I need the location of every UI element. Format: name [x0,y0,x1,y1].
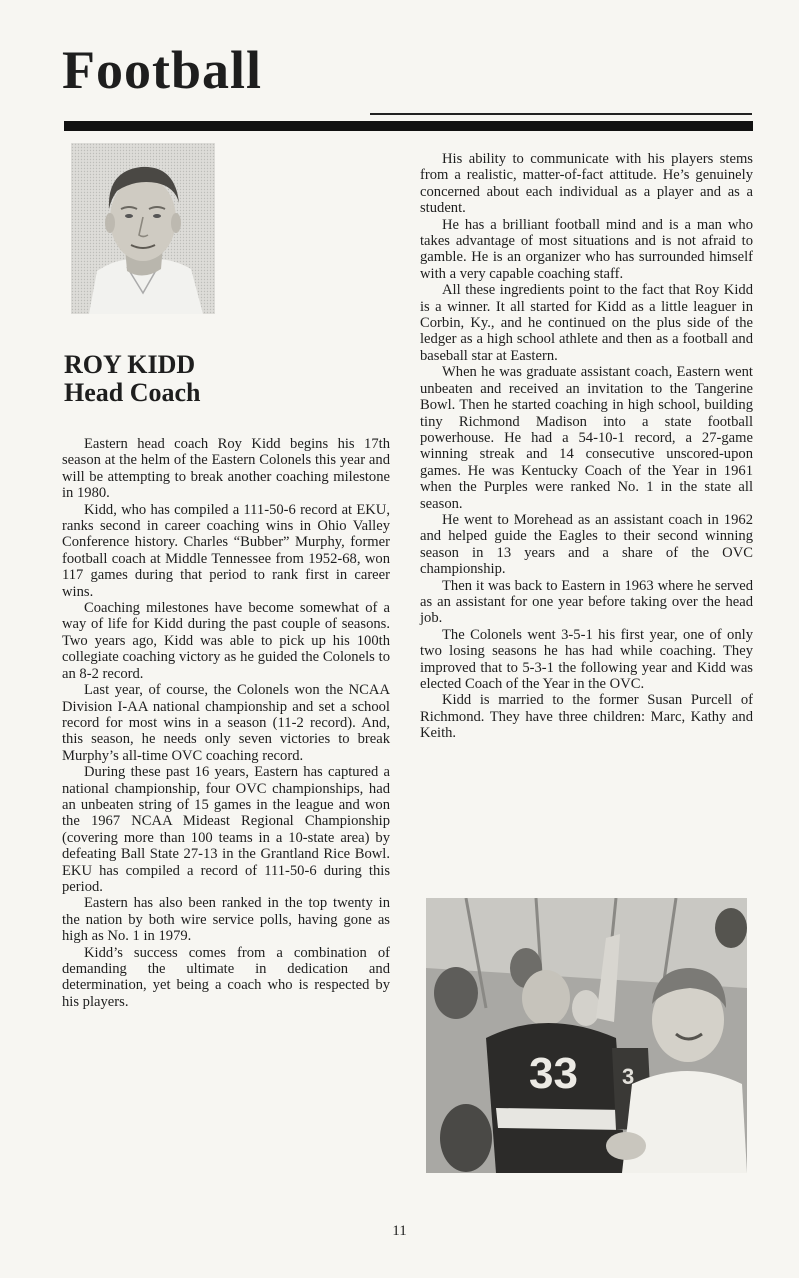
paragraph: Eastern has also been ranked in the top twenty in the nation by both wire service polls, having gone as high as No. 1 in 1979. [62,895,390,945]
celebration-photo [426,898,747,1173]
paragraph: Then it was back to Eastern in 1963 where he served as an assistant for one year before taking over the head job. [420,577,753,627]
paragraph: His ability to communicate with his players stems from a realistic, matter-of-fact attitude. He’s genuinely concerned about each individual as a player and as a student. [420,151,753,217]
right-column [420,151,753,742]
paragraph: Coaching milestones have become somewhat of a way of life for Kidd during the past couple of seasons. Two years ago, Kidd was able to pick up his 100th collegiate coaching victory as he guided the Colonels to an 8-2 record. [62,600,390,682]
jersey-number-partial: 3 [622,1064,635,1089]
coach-title: Head Coach [64,378,201,407]
portrait-illustration [71,143,215,314]
portrait-photo [71,143,215,314]
paragraph: All these ingredients point to the fact that Roy Kidd is a winner. It all started for Kidd as a little leaguer in Corbin, Ky., and he continued on the plus side of the ledger as a high school athlete and then as a football and baseball star at Eastern. [420,282,753,364]
paragraph: Kidd is married to the former Susan Purcell of Richmond. They have three children: Marc, Kathy and Keith. [420,692,753,742]
thin-rule [370,113,752,115]
left-column [62,436,390,1010]
paragraph: When he was graduate assistant coach, Eastern went unbeaten and received an invitation to the Tangerine Bowl. Then he started coaching in high school, building tiny Richmond Madison into a state football powerhouse. He had a 54-10-1 record, a 27-game winning streak and 14 consecutive unscored-upon games. He was Kentucky Coach of the Year in 1961 when the Purples were ranked No. 1 in the state all season. [420,364,753,512]
paragraph: He has a brilliant football mind and is a man who takes advantage of most situations and is not afraid to gamble. He is an organizer who has surrounded himself with a very capable coaching staff. [420,216,753,282]
paragraph: Eastern head coach Roy Kidd begins his 17th season at the helm of the Eastern Colonels this year and will be attempting to break another coaching milestone in 1980. [62,436,390,502]
paragraph: Kidd, who has compiled a 111-50-6 record at EKU, ranks second in career coaching wins in Ohio Valley Conference history. Charles “Bubber” Murphy, former football coach at Middle Tennessee from 1952-68, won 117 games during that period to rank first in career wins. [62,501,390,600]
page-title: Football [62,40,263,100]
jersey-number: 33 [529,1049,578,1098]
celebration-illustration [426,898,747,1173]
paragraph: Kidd’s success comes from a combination of demanding the ultimate in dedication and determination, yet being a coach who is respected by his players. [62,944,390,1010]
paragraph: During these past 16 years, Eastern has captured a national championship, four OVC championships, had an unbeaten string of 15 games in the league and won the 1967 NCAA Mideast Regional Championship (covering more than 100 teams in a 10-state area) by defeating Ball State 27-13 in the Grantland Rice Bowl. EKU has compiled a record of 111-50-6 during this period. [62,764,390,895]
thick-rule [64,121,753,131]
page-number: 11 [392,1223,407,1239]
paragraph: The Colonels went 3-5-1 his first year, one of only two losing seasons he has had while coaching. They improved that to 5-3-1 the following year and Kidd was elected Coach of the Year in the OVC. [420,626,753,692]
paragraph: He went to Morehead as an assistant coach in 1962 and helped guide the Eagles to their second winning season in 13 years and a share of the OVC championship. [420,511,753,578]
coach-name: ROY KIDD [64,350,196,379]
paragraph: Last year, of course, the Colonels won the NCAA Division I-AA national championship and set a school record for most wins in a season (11-2 record). And, this season, he needs only seven victories to break Murphy’s all-time OVC coaching record. [62,682,390,764]
